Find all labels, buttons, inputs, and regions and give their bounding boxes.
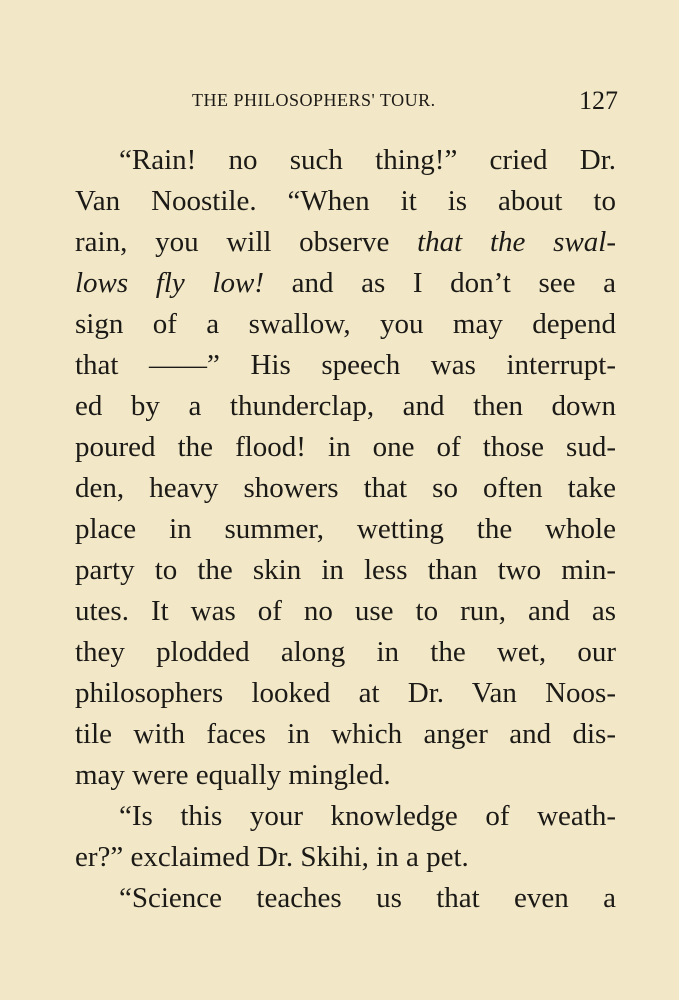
running-head: [192, 86, 618, 120]
text-line: Van Noostile. “When it is about to: [75, 185, 616, 217]
text-line: they plodded along in the wet, our: [75, 636, 616, 668]
text-line: [75, 222, 616, 263]
italic-run: that the swal-: [417, 226, 617, 258]
text-line: “Is this your knowledge of weath-: [119, 800, 616, 832]
text-line: “Science teaches us that even a: [119, 882, 616, 914]
text-line: utes. It was of no use to run, and as: [75, 595, 616, 627]
text-line: er?” exclaimed Dr. Skihi, in a pet.: [75, 841, 469, 873]
text-line: poured the flood! in one of those sud-: [75, 431, 616, 463]
text-line: den, heavy showers that so often take: [75, 472, 616, 504]
text-run: and as I don’t see a: [263, 267, 616, 299]
text-line: party to the skin in less than two min-: [75, 554, 616, 586]
text-line: may were equally mingled.: [75, 759, 391, 791]
text-run: rain, you will observe: [75, 226, 418, 258]
running-title: THE PHILOSOPHERS' TOUR.: [192, 90, 436, 110]
text-line: sign of a swallow, you may depend: [75, 308, 616, 340]
text-line: that ——” His speech was interrupt-: [75, 349, 616, 381]
italic-run: lows fly low!: [75, 267, 264, 299]
page-number: 127: [579, 86, 618, 115]
text-line: “Rain! no such thing!” cried Dr.: [119, 144, 616, 176]
text-line: place in summer, wetting the whole: [75, 513, 616, 545]
text-line: tile with faces in which anger and dis-: [75, 718, 616, 750]
text-line: ed by a thunderclap, and then down: [75, 390, 616, 422]
body-text: [75, 140, 616, 919]
text-line: philosophers looked at Dr. Van Noos-: [75, 677, 616, 709]
text-line: [75, 263, 616, 304]
